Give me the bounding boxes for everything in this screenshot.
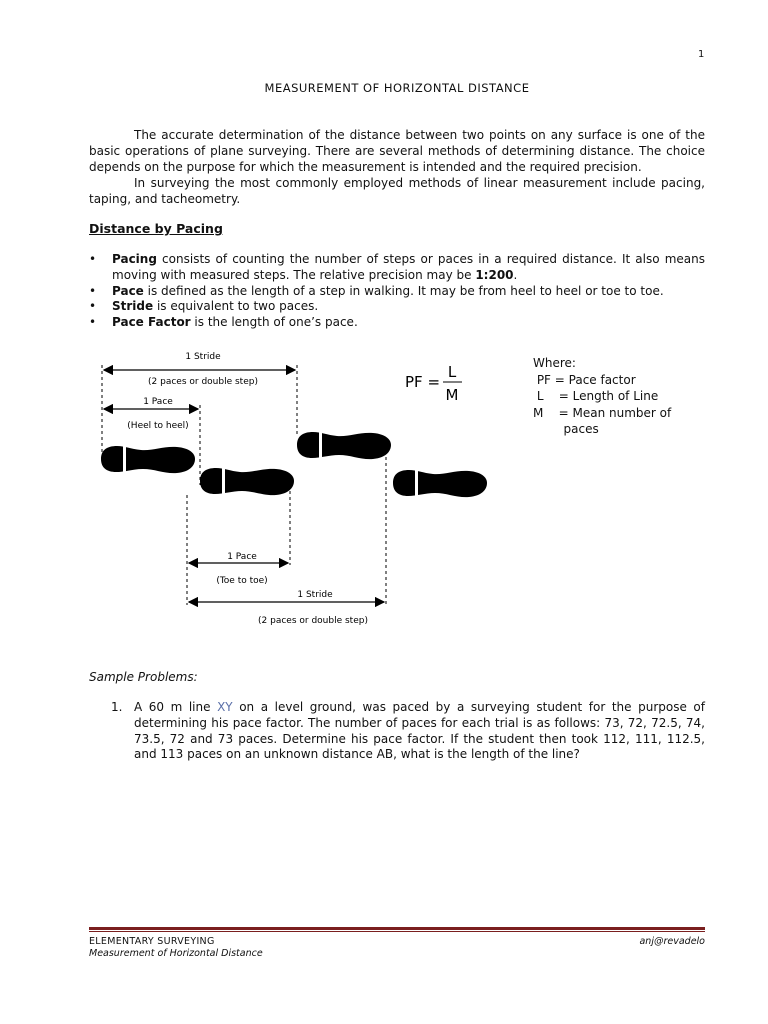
definition-tail: . xyxy=(513,267,518,282)
top-stride-note: (2 paces or double step) xyxy=(148,377,258,387)
definition-text: is equivalent to two paces. xyxy=(153,299,319,314)
term-label: Stride xyxy=(112,299,154,314)
footprint-icon xyxy=(297,431,391,461)
section-heading: Distance by Pacing xyxy=(89,221,223,236)
list-item xyxy=(89,315,705,331)
term-label: Pace xyxy=(112,283,144,298)
definition-text: is defined as the length of a step in walking. It may be from heel to heel or toe to toe. xyxy=(143,283,664,298)
list-item xyxy=(89,299,705,315)
footprint-icon xyxy=(101,445,195,475)
footer-divider-thin xyxy=(89,931,705,932)
term-label: Pacing xyxy=(112,252,157,266)
problem-text xyxy=(113,700,705,763)
top-pace-label: 1 Pace xyxy=(143,397,173,407)
intro-text-1: The accurate determination of the distance between two points on any surface is one of the basic operations of plane surveying. There are several methods of determining distance. The choice depends on the purpose for which the measurement is intended and the required precision. xyxy=(89,128,705,174)
problem-text-rest: on a level ground, was paced by a surveying student for the purpose of determining his pace factor. The number of paces for each trial is as follows: 73, 72, 72.5, 74, 73.5, 72 and 73 paces. Determine his pace factor. If the student then took 112, 111, 112.5, and 113 paces on an unknown distance AB, what is the length of the line? xyxy=(134,700,705,762)
list-item xyxy=(89,252,705,284)
formula-lhs: PF = xyxy=(405,373,441,391)
bullet-icon: • xyxy=(89,283,97,298)
list-item xyxy=(89,284,705,300)
sample-problems-heading: Sample Problems: xyxy=(89,670,198,684)
intro-paragraph-2 xyxy=(89,176,705,208)
problem-number: 1. xyxy=(111,700,123,714)
definition-list xyxy=(89,252,705,331)
footer-topic: Measurement of Horizontal Distance xyxy=(89,948,263,959)
bottom-stride-label: 1 Stride xyxy=(297,590,333,600)
formula-numerator: L xyxy=(447,363,457,381)
problem-item xyxy=(113,700,705,763)
top-stride-label: 1 Stride xyxy=(185,352,221,362)
where-line: PF = Pace factor xyxy=(533,372,636,387)
where-line: M = Mean number of xyxy=(533,405,672,420)
definition-text: consists of counting the number of steps or paces in a required distance. It also means moving with measured steps. The relative precision may be xyxy=(112,252,705,282)
footer-divider xyxy=(89,927,705,930)
footprint-icon xyxy=(200,467,294,497)
bottom-pace-label: 1 Pace xyxy=(227,552,257,562)
bullet-icon: • xyxy=(89,252,97,266)
where-line: paces xyxy=(533,422,599,436)
intro-paragraph-1 xyxy=(89,128,705,175)
problem-text-start: A 60 m line xyxy=(134,700,218,714)
bottom-stride-note: (2 paces or double step) xyxy=(258,616,368,626)
where-legend xyxy=(533,355,671,438)
page-number: 1 xyxy=(698,49,705,60)
page-title: MEASUREMENT OF HORIZONTAL DISTANCE xyxy=(264,81,530,95)
footer-author: anj@revadelo xyxy=(639,936,705,947)
term-label: Pace Factor xyxy=(112,315,191,330)
footprint-icon xyxy=(393,469,487,499)
where-line: L = Length of Line xyxy=(533,389,659,403)
where-heading: Where: xyxy=(533,356,576,370)
intro-text-2: In surveying the most commonly employed methods of linear measurement include pacing, taping, and tacheometry. xyxy=(89,176,705,206)
bottom-pace-note: (Toe to toe) xyxy=(216,576,268,586)
definition-text: is the length of one’s pace. xyxy=(190,315,358,330)
pacing-diagram xyxy=(80,345,540,645)
precision-value: 1:200 xyxy=(475,267,514,282)
line-xy-label: XY xyxy=(217,700,233,714)
footer-course: ELEMENTARY SURVEYING xyxy=(89,936,215,947)
top-pace-note: (Heel to heel) xyxy=(127,421,189,431)
formula-denominator: M xyxy=(445,386,459,404)
bullet-icon: • xyxy=(89,315,97,330)
bullet-icon: • xyxy=(89,299,97,314)
